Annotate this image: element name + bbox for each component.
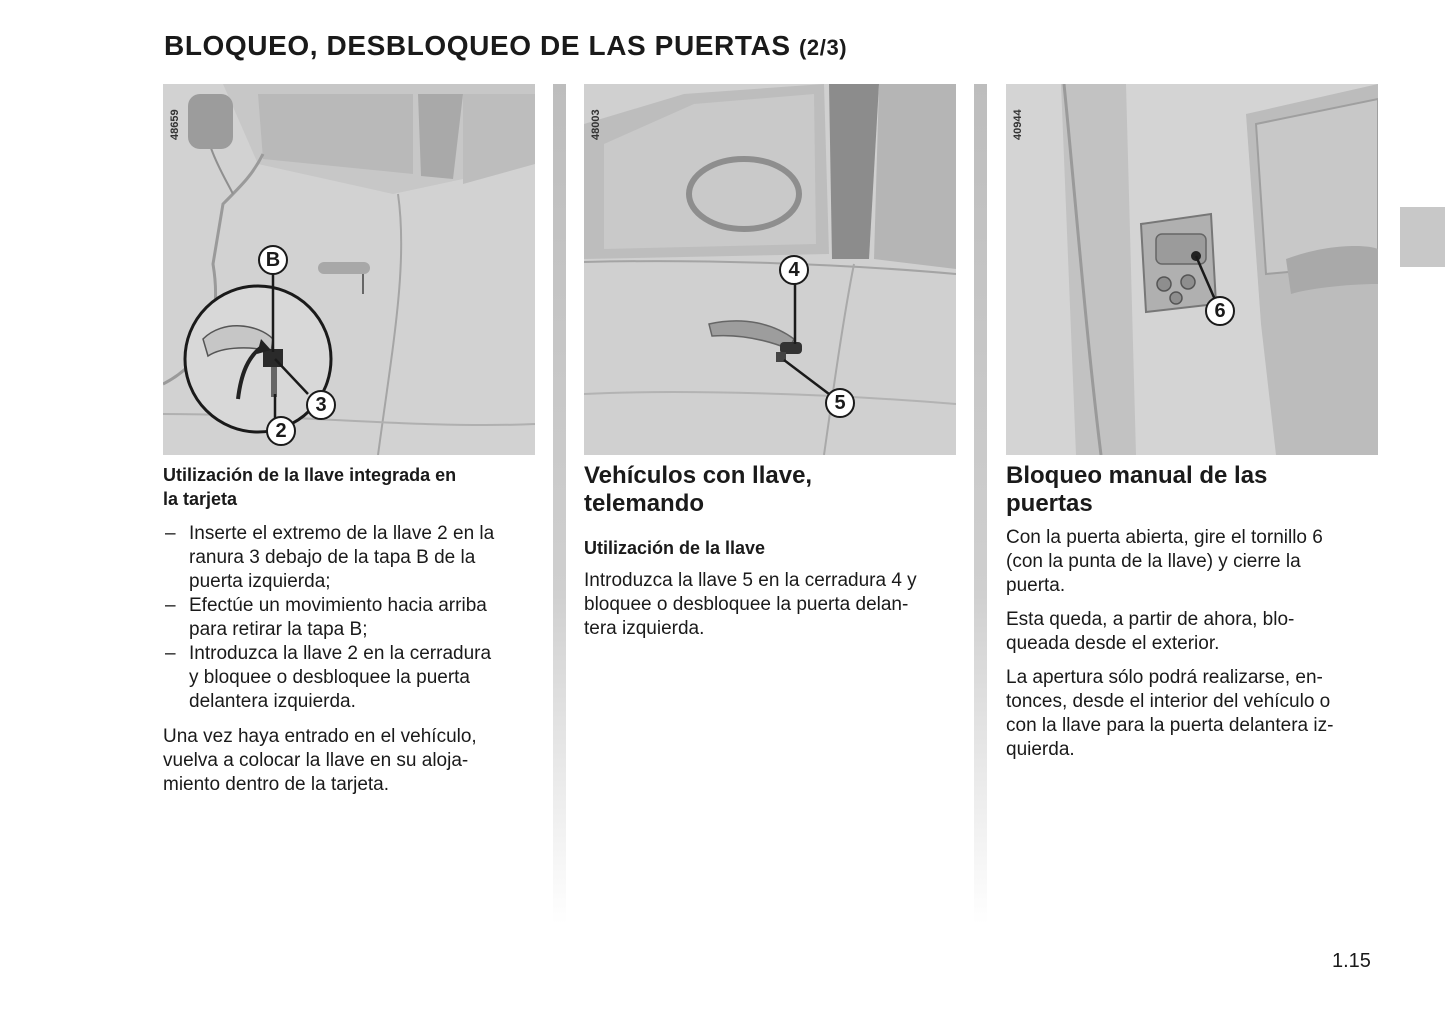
section-heading-manual [1006, 462, 1378, 518]
subheading-key-use: Utilización de la llave [584, 538, 766, 558]
page-title-main: BLOQUEO, DESBLOQUEO DE LAS PUERTAS [164, 30, 791, 61]
page-title-suffix: (2/3) [799, 35, 848, 60]
chapter-tab [1400, 207, 1445, 267]
callout-4: 4 [779, 255, 809, 285]
heading-line: Vehículos con llave, [584, 462, 813, 489]
paragraph [1006, 608, 1378, 656]
text-line: Introduzca la llave 2 en la cerradura [189, 643, 492, 664]
text-line: Esta queda, a partir de ahora, blo- [1006, 609, 1295, 630]
callout-b: B [258, 245, 288, 275]
callout-2: 2 [266, 416, 296, 446]
door-handle-illustration [163, 84, 535, 455]
figure-code: 40944 [1012, 109, 1024, 140]
subheading-line: la tarjeta [163, 489, 238, 509]
text-line: y bloquee o desbloquee la puerta [189, 667, 471, 688]
text-line: quierda. [1006, 739, 1075, 760]
text-line: Con la puerta abierta, gire el tornillo 6 [1006, 527, 1323, 548]
text-line: puerta izquierda; [189, 571, 331, 592]
text-line: tera izquierda. [584, 618, 705, 639]
page-number: 1.15 [1332, 950, 1371, 972]
heading-line: puertas [1006, 490, 1093, 517]
text-line: tonces, desde el interior del vehículo o [1006, 691, 1331, 712]
figure-code: 48003 [590, 109, 602, 140]
text-line: vuelva a colocar la llave en su aloja- [163, 750, 469, 771]
text-line: Efectúe un movimiento hacia arriba [189, 595, 487, 616]
callout-6: 6 [1205, 296, 1235, 326]
text-line: Inserte el extremo de la llave 2 en la [189, 523, 495, 544]
text-line: queada desde el exterior. [1006, 633, 1220, 654]
callout-5: 5 [825, 388, 855, 418]
instruction-list [163, 522, 535, 714]
text-line: Una vez haya entrado en el vehículo, [163, 726, 477, 747]
subheading-key-card [163, 463, 535, 511]
page-title [164, 30, 847, 62]
text-line: (con la punta de la llave) y cierre la [1006, 551, 1301, 572]
paragraph [1006, 526, 1378, 598]
section-heading-remote [584, 462, 956, 518]
heading-line: Bloqueo manual de las [1006, 462, 1268, 489]
paragraph [584, 569, 956, 641]
column-separator-1 [553, 84, 566, 924]
column-manual-lock [1006, 84, 1378, 762]
door-lock-illustration [584, 84, 956, 455]
text-line: con la llave para la puerta delantera iz- [1006, 715, 1334, 736]
list-item [163, 642, 535, 714]
column-remote-key [584, 84, 956, 641]
text-line: puerta. [1006, 575, 1066, 596]
paragraph [1006, 666, 1378, 762]
text-line: La apertura sólo podrá realizarse, en- [1006, 667, 1323, 688]
text-line: delantera izquierda. [189, 691, 356, 712]
figure-key-card-door [163, 84, 535, 455]
heading-line: telemando [584, 490, 705, 517]
callout-3: 3 [306, 390, 336, 420]
paragraph [163, 725, 535, 797]
text-line: ranura 3 debajo de la tapa B de la [189, 547, 476, 568]
figure-front-door-lock [584, 84, 956, 455]
text-line: Introduzca la llave 5 en la cerradura 4 y [584, 570, 917, 591]
text-line: para retirar la tapa B; [189, 619, 368, 640]
column-key-card [163, 84, 535, 797]
door-screw-illustration [1006, 84, 1378, 455]
text-line: bloquee o desbloquee la puerta delan- [584, 594, 909, 615]
column-separator-2 [974, 84, 987, 924]
list-item [163, 594, 535, 642]
figure-door-screw [1006, 84, 1378, 455]
list-item [163, 522, 535, 594]
text-line: miento dentro de la tarjeta. [163, 774, 390, 795]
figure-code: 48659 [169, 109, 181, 140]
subheading-line: Utilización de la llave integrada en [163, 465, 457, 485]
